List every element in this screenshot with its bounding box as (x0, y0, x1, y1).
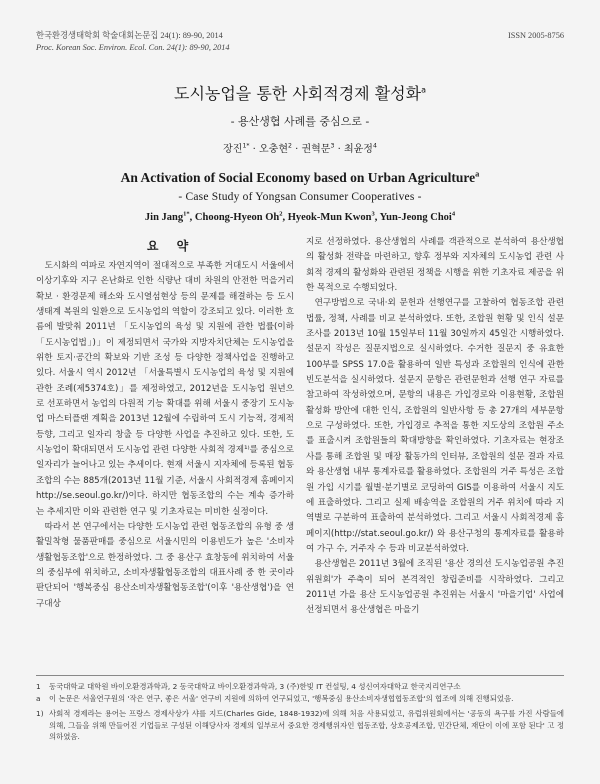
paragraph: 지로 선정하였다. 용산생협의 사례를 객관적으로 분석하여 용산생협의 활성화 전략을 마련하고, 향후 정부와 지자체의 도시농업 관련 사회적 경제의 활성화와 관련된 정책을 시행을 위한 기초자료 제공을 위한 목적으로 수행되었다. (306, 237, 564, 294)
journal-header-en: Proc. Korean Soc. Environ. Ecol. Con. 24(1): 89-90, 2014 (36, 43, 230, 52)
authors-english (0, 211, 600, 225)
journal-header-ko: 한국환경생태학회 학술대회논문집 24(1): 89-90, 2014 (36, 31, 223, 40)
authors-korean (0, 143, 600, 156)
author-en: Yun-Jeong Choi$^4$ (379, 210, 456, 223)
paragraph: 연구방법으로 국내·외 문헌과 선행연구를 고찰하여 협동조합 관련 법률, 정책, 사례를 비교 분석하였다. 또한, 조합원 현황 및 인식 설문조사를 2013년 10월 15일부터 11월 30일까지 45일간 시행하였다. 설문지 작성은 질문지법으로 실시하였다. 수거한 질문지 중 유효한 100부를 SPSS 17.0을 활용하여 일반 특성과 조합원의 인식에 관한 빈도분석을 실시하였다. 설문지 문항은 관련문헌과 선행 연구 자료를 참고하여 작성하였으며, 문항의 내용은 가입경로와 이용현황, 조합원 활성화 방안에 대한 인식, 조합원의 일반사항 등 총 27개의 세부문항으로 구성하였다. 또한, 가입경로 추적을 통한 지도상의 조합원 주소를 표출시켜 조합원들의 확대방향을 확인하였다. 기초자료는 현장조사를 통해 조합원 및 매장 활동가의 인터뷰, 조합원의 설문 결과 자료와 용산생협 내부 통계자료를 활용하였다. 조합원의 거주 특성은 조합원 가입 시기를 월별·분기별로 코딩하여 GIS를 이용하여 서울시 지도에 표출하였다. 그리고 실제 배송역을 조합원의 거주 위치에 따라 지역별로 구분하여 표출하여 분석하였다. 그리고 서울시 사회적경제 홈페이지(http://stat.seoul.go.kr/) 와 용산구청의 통계자료를 활용하여 가구 수, 거주자 수 등과 비교분석하였다. (306, 298, 564, 554)
author-en: Jin Jang$^{1*}$, (144, 210, 195, 223)
author-ko: 권혁문$^3$ · (301, 142, 344, 155)
paragraph: 따라서 본 연구에서는 다양한 도시농업 관련 협동조합의 유형 중 생활밀착형 물품판매를 중심으로 서울시민의 이용빈도가 높은 '소비자생활협동조합'으로 한정하였다. 그 중 용산구 효창동에 위치하여 서울의 중심부에 위치하고, 소비자생활협동조합의 대표사례 중 한 곳이라 판단되어 '행복중심 용산소비자생활협동조합'(이후 '용산생협')을 연구대상 (36, 521, 294, 609)
subtitle-english: - Case Study of Yongsan Consumer Cooperatives - (178, 191, 422, 203)
abstract-heading: 요 약 (146, 239, 196, 253)
footnote: a 이 논문은 서울연구원의 '작은 연구, 좋은 서울' 연구비 지원에 의하여 연구되었고, '행복중심 용산소비자생협협동조합'의 협조에 의해 진행되었음. (36, 693, 514, 703)
footnotes (36, 681, 564, 743)
footnote: 1 동국대학교 대학원 바이오환경과학과, 2 동국대학교 바이오환경과학과, 3 (주)한빛 IT 컨설팅, 4 성신여자대학교 한국지리연구소 (36, 682, 461, 691)
paragraph: 용산생협은 2011년 3월에 조직된 '용산 경의선 도시농업공원 추진위원회'가 주축이 되어 본격적인 창립준비를 시작하였다. 그리고 2011년 가을 용산 도시농업공원 추진위는 서울시 '마을기업' 사업에 선정되면서 용산생협은 마을기 (306, 559, 564, 616)
author-en: Hyeok-Mun Kwon$^3$, (287, 210, 380, 223)
author-ko: 오충현$^2$ · (259, 142, 302, 155)
subtitle-korean: - 용산생협 사례를 중심으로 - (230, 115, 370, 128)
title-korean-mark: a (421, 85, 426, 95)
footnote-divider (36, 675, 564, 676)
issn: ISSN 2005-8756 (507, 31, 564, 40)
title-english-text: An Activation of Social Economy based on Urban Agriculture (120, 170, 476, 185)
title-english-mark: a (475, 169, 480, 179)
title-korean (0, 84, 600, 104)
paragraph: 도시화의 여파로 자연지역이 절대적으로 부족한 거대도시 서울에서 이상기후와 지구 온난화로 인한 식량난 대비 차원의 안전한 먹을거리 확보 · 환경문제 해소와 도시열섬현상 등의 문제를 해결하는 등 도시생태계 복원의 일환으로 도시농업의 역할이 강조되고 있다. 이러한 흐름에 발맞춰 2011년 「도시농업의 육성 및 지원에 관한 법률(이하 「도시농업법」)」이 제정되면서 국가와 지방자치단체는 도시농업을 위한 토지·공간의 확보와 기반 조성 등 다양한 정책사업을 진행하고 있다. 서울시 역시 2012년 「서울특별시 도시농업의 육성 및 지원에 관한 조례(제5374호)」를 제정하였고, 2012년을 도시농업 원년으로 선포하면서 농업의 다원적 기능 확대를 위해 서울시 중장기 도시농업 마스터플랜 계획을 2013년 12월에 수립하여 도시 기능적, 경제적 등향, 그리고 일자리 창출 등 다양한 사업을 추진하고 있다. 또한, 도시농업이 확대되면서 도시농업 관련 다양한 사회적 경제¹⁾를 중심으로 일자리가 늘어나고 있는 추세이다. 현재 서울시 지자체에 등록된 협동조합의 수는 885개(2013년 11월 기준, 서울시 사회적경제 홈페이지 http://se.seoul.go.kr/)이다. 하지만 협동조합의 수는 계속 증가하는 추세지만 이와 관련한 연구 및 기초자료는 미비한 실정이다. (36, 261, 294, 517)
author-ko: 장진$^{1*}$ · (223, 142, 260, 155)
footnote: 1) 사회적 경제라는 용어는 프랑스 경제사상가 샤를 지드(Charles Gide, 1848-1932)에 의해 처음 사용되었고, 유럽위원회에서는 '공동의 욕구를 가진 사람들에 의해, 그들을 위해 만들어진 기업들로 구성된 이해당사자 경제의 일부로서 중요한 경제행위자인 협동조합, 상호공제조합, 민간단체, 재단이 이에 포함 된다' 고 정의하였음. (36, 709, 564, 741)
title-english (0, 169, 600, 186)
title-korean-text: 도시농업을 통한 사회적경제 활성화 (173, 84, 422, 103)
author-ko: 최윤정$^4$ (343, 142, 377, 155)
author-en: Choong-Hyeon Oh$^2$, (194, 210, 288, 223)
